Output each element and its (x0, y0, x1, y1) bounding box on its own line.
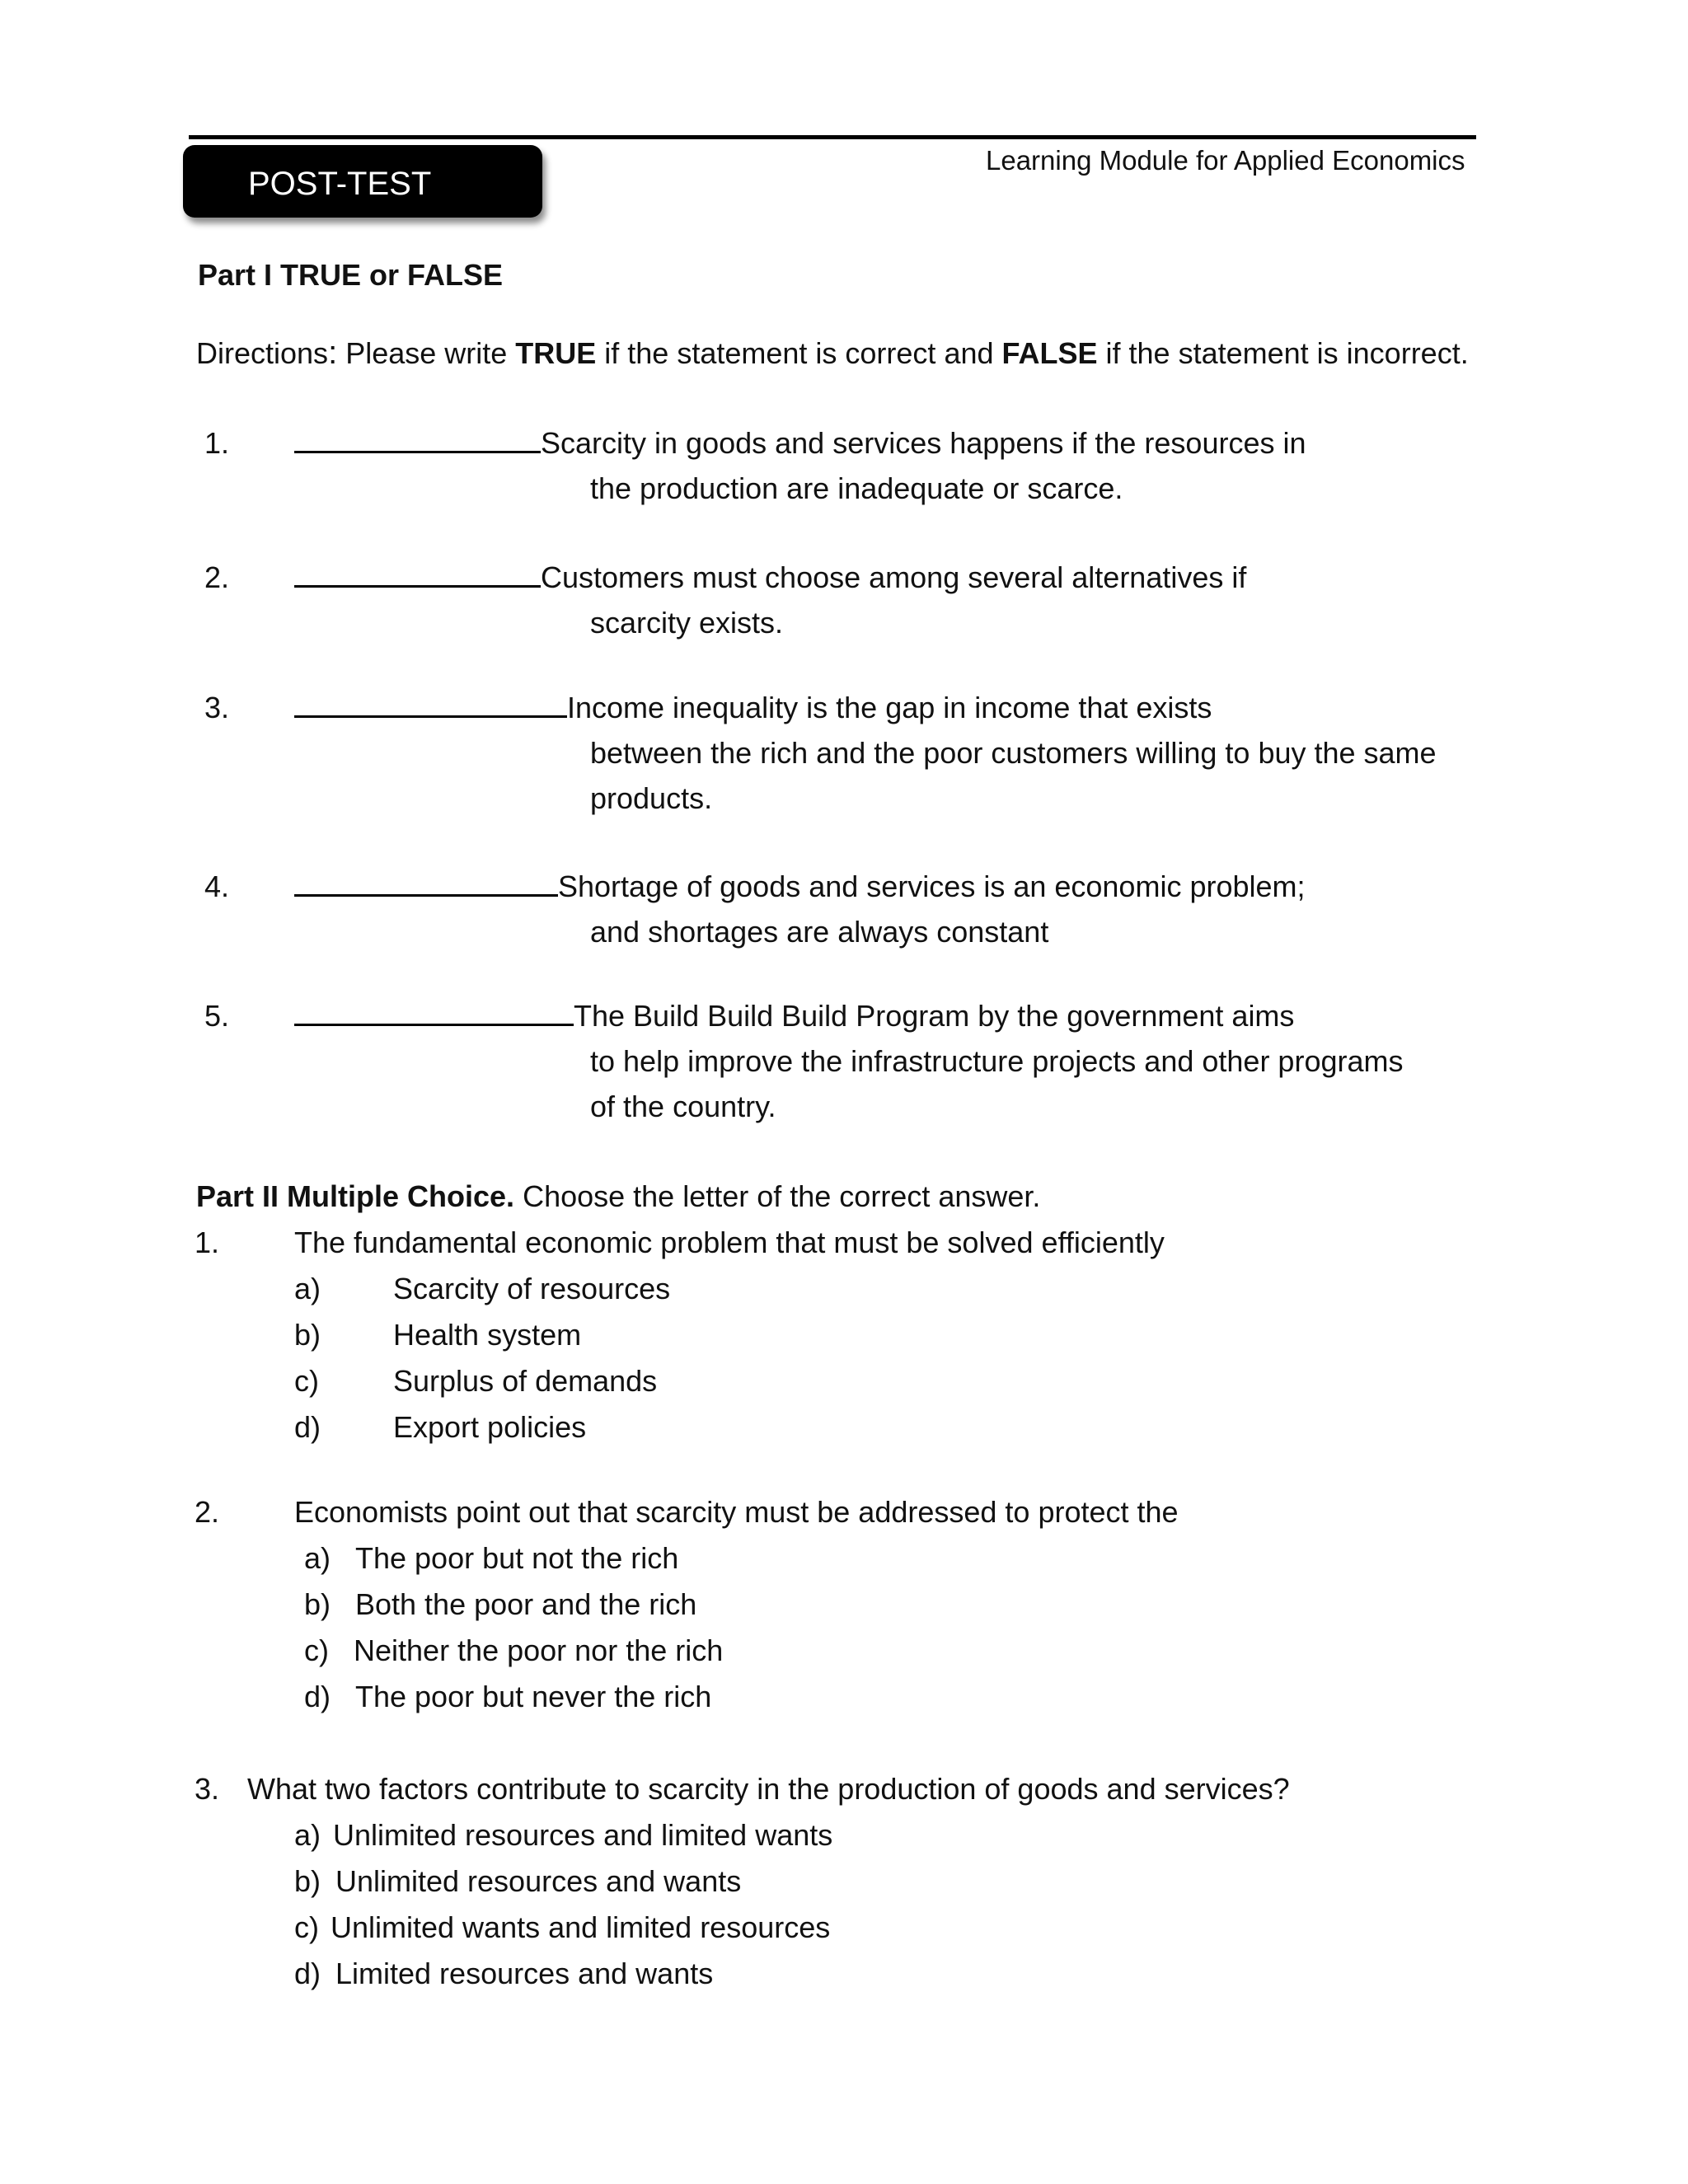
tf-statement-line2: to help improve the infrastructure projects and other programs (590, 1044, 1404, 1078)
tf-item-number: 5. (204, 999, 230, 1033)
mc-question-number: 3. (195, 1772, 220, 1806)
option-text[interactable]: Unlimited resources and limited wants (333, 1818, 833, 1852)
option-letter[interactable]: b) (304, 1587, 331, 1621)
mc-question-text: What two factors contribute to scarcity in the production of goods and services? (247, 1772, 1290, 1806)
answer-blank[interactable] (294, 426, 541, 453)
option-text[interactable]: Export policies (393, 1410, 587, 1444)
option-text[interactable]: Unlimited resources and wants (335, 1864, 742, 1898)
tf-statement-line1: Customers must choose among several alternatives if (541, 560, 1247, 594)
module-title: Learning Module for Applied Economics (986, 145, 1465, 176)
option-text[interactable]: Scarcity of resources (393, 1272, 671, 1305)
option-text[interactable]: The poor but never the rich (355, 1680, 712, 1713)
banner-label: POST-TEST (248, 166, 432, 202)
option-letter[interactable]: c) (304, 1633, 329, 1667)
option-text[interactable]: Unlimited wants and limited resources (331, 1910, 831, 1944)
tf-statement-line2: between the rich and the poor customers willing to buy the same (590, 736, 1437, 770)
option-text[interactable]: Health system (393, 1318, 582, 1352)
tf-statement-line1: The Build Build Build Program by the government aims (574, 999, 1295, 1033)
tf-item-number: 4. (204, 869, 230, 903)
tf-statement-line3: products. (590, 781, 713, 815)
option-letter[interactable]: a) (294, 1272, 321, 1305)
tf-statement-line1: Scarcity in goods and services happens if the resources in (541, 426, 1306, 460)
answer-blank[interactable] (294, 999, 574, 1026)
part2-instruction: Choose the letter of the correct answer. (514, 1179, 1041, 1213)
tf-statement-line2: and shortages are always constant (590, 915, 1049, 949)
tf-statement-line1: Income inequality is the gap in income that exists (567, 691, 1212, 724)
post-test-banner (183, 145, 542, 218)
option-text[interactable]: Surplus of demands (393, 1364, 658, 1398)
option-text[interactable]: Limited resources and wants (335, 1957, 714, 1990)
option-letter[interactable]: d) (304, 1680, 331, 1713)
part1-title: Part I TRUE or FALSE (198, 258, 504, 292)
option-letter[interactable]: a) (294, 1818, 321, 1852)
tf-item-number: 1. (204, 426, 230, 460)
answer-blank[interactable] (294, 560, 541, 588)
option-text[interactable]: Both the poor and the rich (355, 1587, 697, 1621)
tf-item-number: 2. (204, 560, 230, 594)
option-letter[interactable]: d) (294, 1410, 321, 1444)
option-letter[interactable]: a) (304, 1541, 331, 1575)
option-text[interactable]: The poor but not the rich (355, 1541, 679, 1575)
option-letter[interactable]: c) (294, 1364, 319, 1398)
part2-heading (196, 1179, 1041, 1213)
tf-statement-line3: of the country. (590, 1090, 776, 1123)
answer-blank[interactable] (294, 691, 567, 718)
tf-statement-line2: scarcity exists. (590, 606, 784, 640)
option-letter[interactable]: b) (294, 1864, 321, 1898)
mc-question-number: 1. (195, 1226, 220, 1259)
option-letter[interactable]: b) (294, 1318, 321, 1352)
option-letter[interactable]: d) (294, 1957, 321, 1990)
tf-statement-line1: Shortage of goods and services is an economic problem; (558, 869, 1306, 903)
tf-item-number: 3. (204, 691, 230, 724)
option-letter[interactable]: c) (294, 1910, 319, 1944)
tf-statement-line2: the production are inadequate or scarce. (590, 471, 1123, 505)
mc-question-number: 2. (195, 1495, 220, 1529)
option-text[interactable]: Neither the poor nor the rich (354, 1633, 724, 1667)
directions: Directions: Please write TRUE if the statement is correct and FALSE if the statement is incorrect. (196, 335, 1469, 371)
mc-question-text: Economists point out that scarcity must be addressed to protect the (294, 1495, 1179, 1529)
header-rule (189, 135, 1476, 139)
part2-title: Part II Multiple Choice. (196, 1179, 515, 1213)
answer-blank[interactable] (294, 869, 558, 897)
mc-question-text: The fundamental economic problem that must be solved efficiently (294, 1226, 1165, 1259)
